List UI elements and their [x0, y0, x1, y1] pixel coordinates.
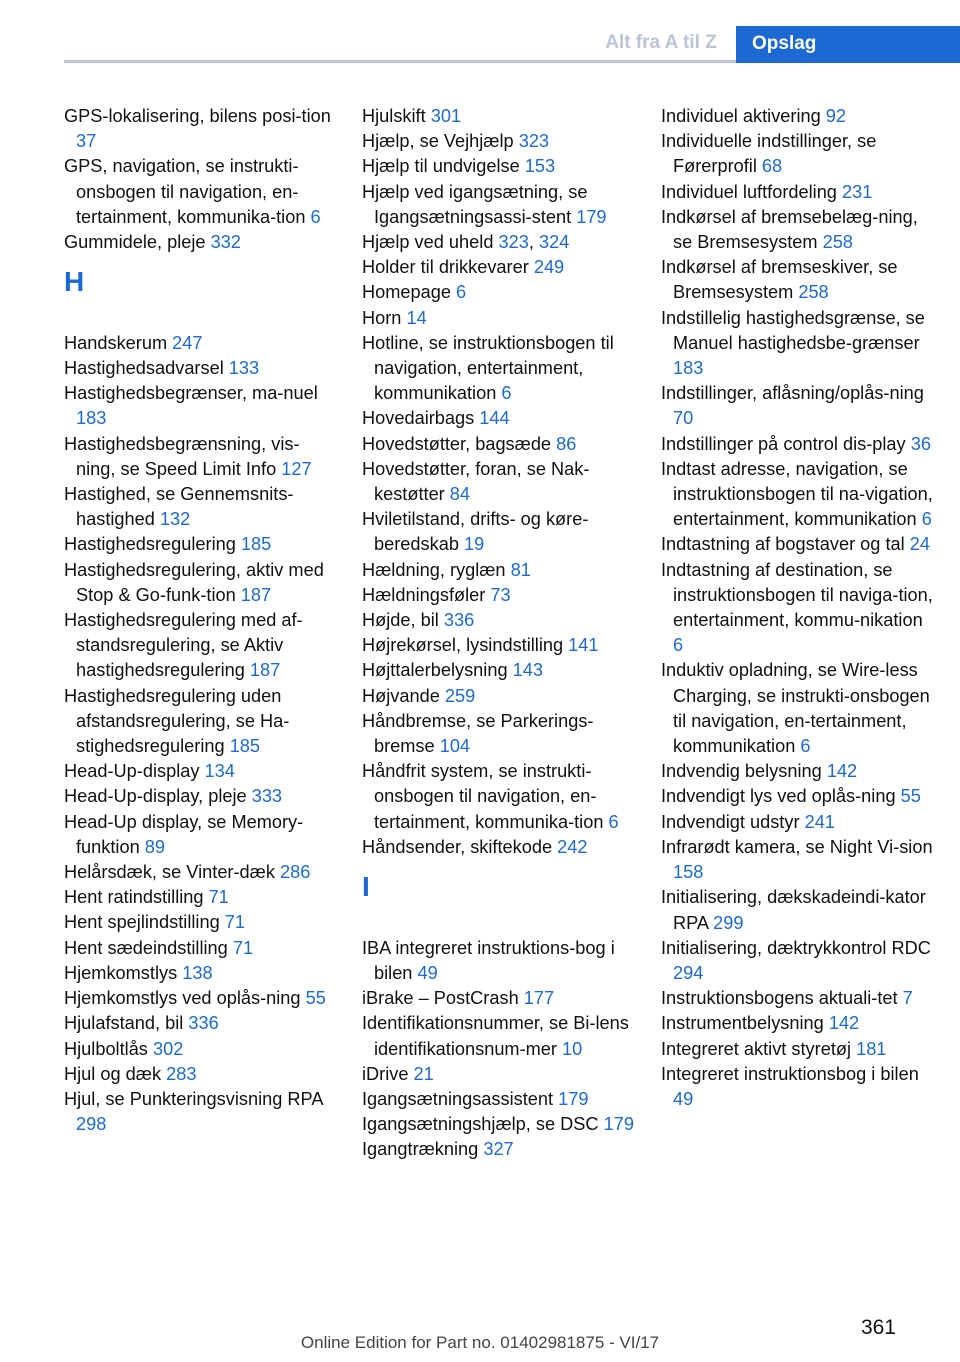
page-link[interactable]: 187 — [249, 660, 281, 681]
index-entry — [362, 406, 634, 431]
entry-term: Hjælp til undvigelse — [362, 156, 525, 177]
entry-term: Instrumentbelysning — [661, 1013, 829, 1034]
entry-term: Hastighedsregulering uden afstandsregulering, se Ha-stighedsregulering — [64, 685, 290, 757]
section-letter — [362, 860, 634, 936]
index-entry — [661, 1011, 936, 1036]
section-letter-text: I — [362, 871, 370, 903]
index-entry — [64, 558, 336, 608]
entry-term: IBA integreret instruktions-bog i bilen — [362, 937, 615, 983]
entry-term: Hviletilstand, drifts- og køre-beredskab — [362, 509, 589, 555]
page-link[interactable]: 327 — [483, 1139, 514, 1160]
entry-term: Hjulboltlås — [64, 1038, 153, 1059]
page-link[interactable]: 324 — [538, 232, 570, 253]
page-link[interactable]: 68 — [761, 156, 783, 177]
section-letter-text: H — [64, 266, 85, 298]
index-entry — [661, 205, 936, 255]
entry-term: Højde, bil — [362, 610, 444, 631]
index-entry — [64, 104, 336, 154]
index-entry — [64, 154, 336, 230]
index-entry — [362, 1112, 634, 1137]
index-entry — [64, 1011, 336, 1036]
index-entry — [64, 810, 336, 860]
entry-term: Hovedstøtter, foran, se Nak-kestøtter — [362, 458, 590, 505]
page-link[interactable]: 179 — [558, 1088, 589, 1109]
entry-term: Head-Up display, se Memory-funktion — [64, 811, 304, 857]
entry-term: Indstillinger, aflåsning/oplås-ning — [661, 383, 924, 404]
page-link[interactable]: 19 — [464, 534, 485, 555]
page-link[interactable]: 143 — [512, 660, 543, 681]
entry-term: Individuelle indstillinger, se Førerprofil — [661, 131, 877, 177]
page-link[interactable]: 138 — [182, 962, 213, 983]
index-entry — [362, 255, 634, 280]
entry-term: Hjælp, se Vejhjælp — [362, 131, 519, 152]
index-entry — [661, 1037, 936, 1062]
page-link[interactable]: 37 — [76, 131, 97, 152]
index-entry — [64, 784, 336, 809]
page-link[interactable]: 258 — [822, 232, 853, 253]
page-link[interactable]: 6 — [310, 206, 321, 227]
index-entry — [64, 1062, 336, 1087]
index-entry — [64, 532, 336, 557]
page-link[interactable]: 242 — [557, 836, 588, 857]
entry-term: Hotline, se instruktionsbogen til navigation, entertainment, kommunikation — [362, 332, 614, 404]
index-entry — [362, 129, 634, 154]
index-entry — [362, 280, 634, 305]
page-link[interactable]: 89 — [144, 836, 165, 857]
entry-term: Head-Up-display, pleje — [64, 786, 252, 807]
page-link[interactable]: 144 — [479, 408, 510, 429]
page-link[interactable]: 55 — [900, 786, 921, 807]
index-column-1 — [64, 104, 336, 1137]
index-entry — [362, 608, 634, 633]
entry-term: Hjemkomstlys ved oplås-ning — [64, 988, 306, 1009]
page-link[interactable]: 71 — [224, 912, 245, 933]
page-link[interactable]: 179 — [603, 1114, 634, 1135]
index-entry — [362, 709, 634, 759]
index-entry — [661, 759, 936, 784]
index-entry — [362, 507, 634, 557]
index-entry — [64, 936, 336, 961]
index-entry — [362, 583, 634, 608]
index-entry — [362, 759, 634, 835]
page-link[interactable]: 294 — [673, 962, 704, 983]
entry-term: Induktiv opladning, se Wire-less Charging, se instrukti-onsbogen til navigation, en-tertainment, kommunikation — [661, 660, 930, 757]
page-link[interactable]: 49 — [673, 1088, 694, 1109]
index-entry — [661, 885, 936, 935]
entry-term: Hent ratindstilling — [64, 887, 209, 908]
index-entry — [661, 306, 936, 382]
entry-separator: , — [528, 232, 539, 253]
entry-term: Højrekørsel, lysindstilling — [362, 635, 569, 656]
index-entry — [661, 658, 936, 759]
page-link[interactable]: 301 — [430, 106, 462, 126]
entry-term: Indtastning af bogstaver og tal — [661, 534, 910, 555]
entry-term: Helårsdæk, se Vinter-dæk — [64, 862, 280, 883]
index-entry — [64, 961, 336, 986]
entry-term: Indkørsel af bremsebelæg-ning, se Bremsesystem — [661, 206, 918, 253]
index-entry — [362, 457, 634, 507]
page-link[interactable]: 86 — [556, 433, 577, 454]
page-link[interactable]: 142 — [826, 761, 858, 782]
entry-term: Indtast adresse, navigation, se instruktionsbogen til na-vigation, entertainment, kommunikation — [661, 458, 933, 530]
index-entry — [64, 1087, 336, 1137]
index-entry — [64, 381, 336, 431]
entry-term: Instruktionsbogens aktuali-tet — [661, 988, 903, 1009]
index-entry — [362, 658, 634, 683]
entry-term: Igangtrækning — [362, 1139, 484, 1160]
index-entry — [64, 986, 336, 1011]
page-link[interactable]: 21 — [413, 1063, 434, 1084]
index-entry — [64, 910, 336, 935]
index-entry — [64, 482, 336, 532]
active-tab[interactable]: Opslag — [736, 26, 960, 63]
page-link[interactable]: 185 — [240, 534, 272, 555]
page-link[interactable]: 6 — [501, 383, 512, 404]
entry-term: Højttalerbelysning — [362, 660, 513, 681]
page-link[interactable]: 249 — [533, 257, 565, 278]
page-link[interactable]: 336 — [443, 610, 475, 631]
section-letter — [64, 255, 336, 331]
entry-term: Håndfrit system, se instrukti-onsbogen til navigation, en-tertainment, kommunika-tion — [362, 761, 609, 832]
page-link[interactable]: 286 — [279, 862, 311, 883]
page-link[interactable]: 73 — [490, 584, 511, 605]
entry-term: Indkørsel af bremseskiver, se Bremsesystem — [661, 257, 898, 303]
index-entry — [362, 835, 634, 860]
page-link[interactable]: 247 — [172, 332, 203, 353]
page-link[interactable]: 258 — [798, 282, 829, 303]
page-link[interactable]: 241 — [804, 811, 835, 832]
index-entry — [661, 936, 936, 986]
page-link[interactable]: 187 — [240, 584, 272, 605]
entry-term: GPS-lokalisering, bilens posi-tion — [64, 106, 331, 126]
index-entry — [362, 180, 634, 230]
page-link[interactable]: 336 — [188, 1013, 219, 1034]
page-link[interactable]: 104 — [439, 736, 471, 757]
page-link[interactable]: 299 — [713, 912, 744, 933]
page-link[interactable]: 134 — [204, 761, 235, 782]
entry-term: Hastighedsbegrænser, ma-nuel — [64, 383, 318, 404]
page-link[interactable]: 81 — [510, 559, 531, 580]
index-entry — [64, 759, 336, 784]
entry-term: Indtastning af destination, se instruktionsbogen til naviga-tion, entertainment, kommu-nikation — [661, 559, 933, 631]
page-link[interactable]: 6 — [673, 635, 684, 656]
page-link[interactable]: 49 — [417, 962, 438, 983]
entry-term: Hovedairbags — [362, 408, 480, 429]
entry-term: Indvendig belysning — [661, 761, 827, 782]
entry-term: iBrake – PostCrash — [362, 988, 524, 1009]
entry-term: Hent sædeindstilling — [64, 937, 233, 958]
entry-term: Integreret instruktionsbog i bilen — [661, 1063, 919, 1084]
entry-term: Igangsætningshjælp, se DSC — [362, 1114, 604, 1135]
index-entry — [661, 986, 936, 1011]
page-link[interactable]: 177 — [523, 988, 555, 1009]
entry-term: GPS, navigation, se instrukti-onsbogen til navigation, en-tertainment, kommunika-tion — [64, 156, 311, 227]
index-entry — [661, 457, 936, 533]
entry-term: Hjælp ved igangsætning, se Igangsætningsassi-stent — [362, 181, 588, 227]
page-link[interactable]: 84 — [449, 484, 471, 505]
page-link[interactable]: 24 — [909, 534, 930, 555]
page-link[interactable]: 132 — [159, 509, 191, 530]
page-number: 361 — [860, 1316, 896, 1339]
index-entry — [362, 154, 634, 179]
index-entry — [362, 986, 634, 1011]
page-link[interactable]: 179 — [576, 206, 607, 227]
page-link[interactable]: 185 — [229, 736, 261, 757]
index-entry — [64, 356, 336, 381]
page-link[interactable]: 14 — [406, 307, 427, 328]
index-entry — [661, 381, 936, 431]
entry-term: Hjul, se Punkteringsvisning RPA — [64, 1088, 323, 1109]
index-entry — [362, 432, 634, 457]
index-entry — [64, 885, 336, 910]
entry-term: Hældning, ryglæn — [362, 559, 511, 580]
index-entry — [661, 532, 936, 557]
page-link[interactable]: 141 — [568, 635, 599, 656]
page-link[interactable]: 332 — [210, 232, 241, 253]
entry-term: Hjemkomstlys — [64, 962, 183, 983]
entry-term: Individuel luftfordeling — [661, 181, 842, 202]
entry-term: Indstillelig hastighedsgrænse, se Manuel hastighedsbe-grænser — [661, 307, 925, 353]
index-entry — [661, 835, 936, 885]
page-link[interactable]: 333 — [251, 786, 283, 807]
page-link[interactable]: 127 — [281, 458, 312, 479]
index-entry — [661, 104, 936, 129]
entry-term: Hastighedsregulering — [64, 534, 241, 555]
entry-term: Hastighedsregulering med af-standsregulering, se Aktiv hastighedsregulering — [64, 610, 303, 681]
page-link[interactable]: 153 — [524, 156, 556, 177]
entry-term: Indvendigt lys ved oplås-ning — [661, 786, 901, 807]
entry-term: Højvande — [362, 685, 445, 706]
page-link[interactable]: 283 — [166, 1063, 197, 1084]
entry-term: Homepage — [362, 282, 457, 303]
page-link[interactable]: 55 — [305, 988, 326, 1009]
index-entry — [64, 230, 336, 255]
entry-term: Håndbremse, se Parkerings-bremse — [362, 710, 594, 757]
entry-term: Individuel aktivering — [661, 106, 826, 126]
index-entry — [661, 810, 936, 835]
index-entry — [661, 255, 936, 305]
index-entry — [64, 331, 336, 356]
entry-term: Holder til drikkevarer — [362, 257, 534, 278]
page-link[interactable]: 10 — [562, 1038, 583, 1059]
entry-term: Hjulskift — [362, 106, 431, 126]
page-link[interactable]: 158 — [673, 862, 704, 883]
index-entry — [362, 1087, 634, 1112]
page-link[interactable]: 6 — [921, 509, 932, 530]
entry-term: Hovedstøtter, bagsæde — [362, 433, 557, 454]
entry-term: Hastighedsbegrænsning, vis-ning, se Speed Limit Info — [64, 433, 300, 479]
index-entry — [362, 104, 634, 129]
page-link[interactable]: 6 — [456, 282, 467, 303]
page-link[interactable]: 6 — [800, 736, 811, 757]
index-column-3 — [661, 104, 936, 1112]
page-link[interactable]: 323 — [518, 131, 550, 152]
page-link[interactable]: 259 — [444, 685, 476, 706]
index-entry — [362, 684, 634, 709]
entry-term: Horn — [362, 307, 407, 328]
index-entry — [64, 432, 336, 482]
edition-footer: Online Edition for Part no. 01402981875 - VI/17 — [300, 1333, 660, 1352]
section-tab[interactable]: Alt fra A til Z — [605, 32, 717, 53]
index-entry — [362, 633, 634, 658]
index-entry — [661, 432, 936, 457]
page-link[interactable]: 133 — [228, 358, 260, 379]
page-link[interactable]: 302 — [152, 1038, 184, 1059]
entry-term: Hastighedsadvarsel — [64, 358, 229, 379]
entry-term: Håndsender, skiftekode — [362, 836, 558, 857]
page-link[interactable]: 298 — [76, 1114, 107, 1135]
index-entry — [362, 936, 634, 986]
index-entry — [362, 1011, 634, 1061]
entry-term: Hjul og dæk — [64, 1063, 167, 1084]
index-entry — [362, 331, 634, 407]
entry-term: Handskerum — [64, 332, 173, 353]
index-entry — [64, 1037, 336, 1062]
page-link[interactable]: 181 — [856, 1038, 887, 1059]
page-link[interactable]: 323 — [498, 232, 529, 253]
entry-term: Identifikationsnummer, se Bi-lens identifikationsnum-mer — [362, 1013, 629, 1059]
page-link[interactable]: 231 — [841, 181, 873, 202]
entry-term: Initialisering, dæktrykkontrol RDC — [661, 937, 931, 958]
index-column-2 — [362, 104, 634, 1163]
entry-term: Integreret aktivt styretøj — [661, 1038, 857, 1059]
entry-term: Infrarødt kamera, se Night Vi-sion — [661, 836, 933, 857]
page-link[interactable]: 92 — [825, 106, 847, 126]
entry-term: Hjulafstand, bil — [64, 1013, 189, 1034]
page-link[interactable]: 183 — [673, 358, 704, 379]
page-link[interactable]: 183 — [76, 408, 107, 429]
entry-term: Hastighed, se Gennemsnits-hastighed — [64, 484, 294, 530]
index-entry — [661, 129, 936, 179]
page-link[interactable]: 70 — [673, 408, 694, 429]
entry-term: Head-Up-display — [64, 761, 205, 782]
entry-term: iDrive — [362, 1063, 414, 1084]
page-link[interactable]: 6 — [608, 811, 619, 832]
index-entry — [362, 1137, 634, 1162]
page-link[interactable]: 71 — [232, 937, 254, 958]
index-entry — [362, 1062, 634, 1087]
page-link[interactable]: 36 — [910, 433, 931, 454]
index-entry — [64, 684, 336, 760]
index-entry — [661, 180, 936, 205]
page-link[interactable]: 71 — [208, 887, 229, 908]
entry-term: Indvendigt udstyr — [661, 811, 805, 832]
index-entry — [362, 306, 634, 331]
entry-term: Hjælp ved uheld — [362, 232, 499, 253]
entry-term: Hastighedsregulering, aktiv med Stop & Go-funk-tion — [64, 559, 324, 605]
index-entry — [64, 608, 336, 684]
index-entry — [661, 1062, 936, 1112]
entry-term: Igangsætningsassistent — [362, 1088, 559, 1109]
page-link[interactable]: 7 — [902, 988, 913, 1009]
entry-term: Gummidele, pleje — [64, 232, 211, 253]
entry-term: Initialisering, dækskadeindi-kator RPA — [661, 887, 926, 933]
entry-term: Hent spejlindstilling — [64, 912, 225, 933]
entry-term: Indstillinger på control dis-play — [661, 433, 911, 454]
page-link[interactable]: 142 — [828, 1013, 860, 1034]
index-entry — [64, 860, 336, 885]
entry-term: Hældningsføler — [362, 584, 491, 605]
index-entry — [362, 230, 634, 255]
index-entry — [661, 784, 936, 809]
index-entry — [362, 558, 634, 583]
index-entry — [661, 558, 936, 659]
